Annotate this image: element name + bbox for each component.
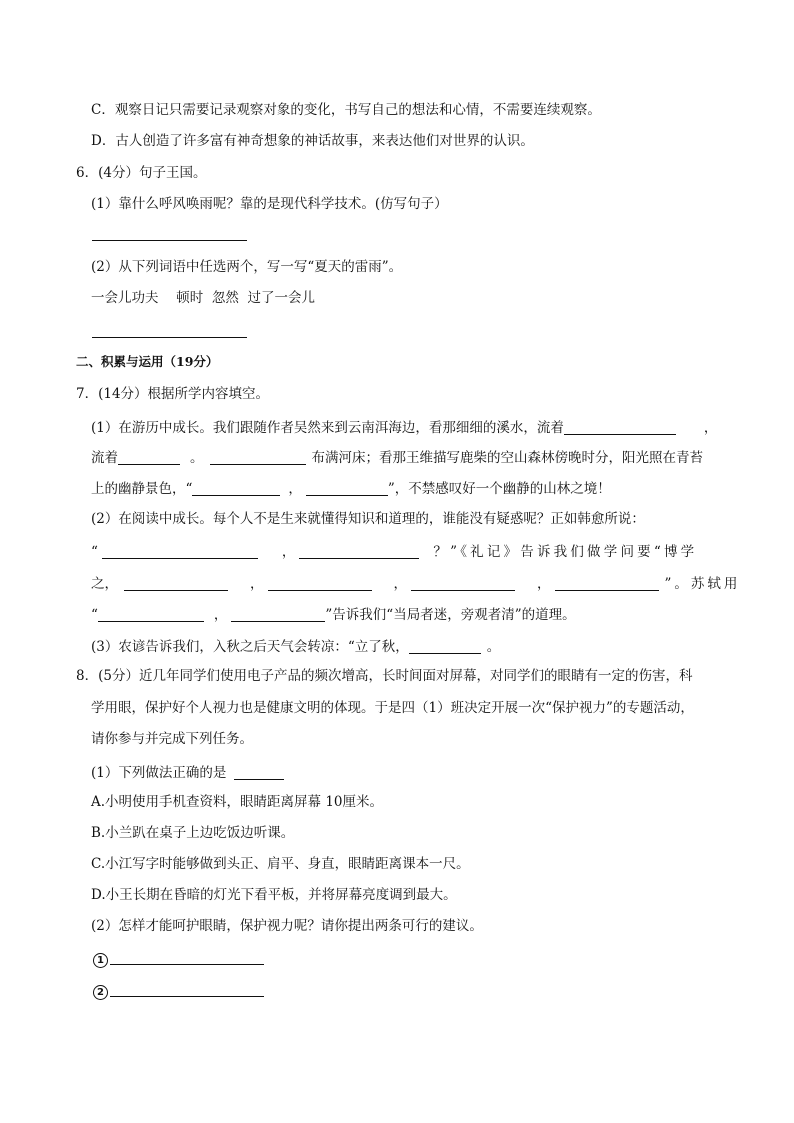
q6-answer-line-1[interactable] — [92, 240, 247, 241]
q7-text: 流着 — [91, 450, 118, 466]
q6-part2: (2）从下列词语中任选两个，写一写“夏天的雷雨”。 — [91, 259, 403, 275]
q8-option-b: B.小兰趴在桌子上边吃饭边听课。 — [91, 825, 295, 841]
fill-blank[interactable] — [102, 544, 258, 559]
circled-number-1: 1 — [93, 953, 108, 968]
q6-answer-line-2[interactable] — [92, 337, 247, 338]
q7-text: ”告诉我们“当局者迷，旁观者清”的道理。 — [325, 607, 576, 623]
q7-text: ， — [288, 481, 302, 497]
q8-option-a: A.小明使用手机查资料，眼睛距离屏幕 10厘米。 — [91, 794, 384, 810]
q7-text: ， — [281, 544, 296, 560]
fill-blank[interactable] — [564, 420, 676, 435]
q8-intro-line1: 8．(5分）近几年同学们使用电子产品的频次增高，长时间面对屏幕，对同学们的眼睛有一定的伤害，科 — [76, 668, 693, 684]
q8-suggestion-2 — [93, 982, 264, 1000]
fill-blank[interactable] — [234, 765, 284, 780]
q7-text: (3）农谚告诉我们，入秋之后天气会转凉：“立了秋， — [91, 639, 409, 655]
circled-number-2: 2 — [93, 985, 108, 1000]
q7-text: ， — [213, 607, 228, 623]
q7-part2-line4 — [91, 607, 576, 623]
q7-text: ， — [393, 576, 407, 592]
q8-intro-line2: 学用眼，保护好个人视力也是健康文明的体现。于是四（1）班决定开展一次“保护视力”的专题活动， — [91, 700, 694, 716]
q7-text: 之， — [91, 576, 118, 592]
q8-part1 — [91, 765, 284, 781]
q7-text: ？”《礼记》告诉我们做学问要“博学 — [433, 544, 698, 560]
q8-option-c: C.小江写字时能够做到头正、肩平、身直，眼睛距离课本一尺。 — [91, 856, 470, 872]
section-heading: 二、积累与运用（19分） — [76, 354, 219, 369]
q7-part2-line2 — [91, 544, 718, 560]
fill-blank[interactable] — [210, 450, 306, 465]
q7-title: 7．(14分）根据所学内容填空。 — [76, 386, 270, 402]
q5-option-c: C．观察日记只需要记录观察对象的变化，书写自己的想法和心情，不需要连续观察。 — [91, 102, 601, 118]
q8-option-d: D.小王长期在昏暗的灯光下看平板，并将屏幕亮度调到最大。 — [91, 887, 457, 903]
fill-blank[interactable] — [118, 450, 180, 465]
q7-part2-line3 — [91, 576, 740, 592]
fill-blank[interactable] — [268, 576, 372, 591]
q6-word-list: 一会儿功夫 顿时 忽然 过了一会儿 — [91, 290, 315, 306]
fill-blank[interactable] — [299, 544, 419, 559]
q8-suggestion-1 — [93, 950, 264, 968]
q7-text: “ — [91, 544, 98, 560]
q7-part1-line1 — [91, 420, 717, 436]
fill-blank[interactable] — [192, 481, 280, 496]
q7-text: (1）在游历中成长。我们跟随作者吴然来到云南洱海边，看那细细的溪水，流着 — [91, 420, 564, 436]
q7-part2-line1: (2）在阅读中成长。每个人不是生来就懂得知识和道理的，谁能没有疑惑呢？正如韩愈所说： — [91, 511, 645, 527]
fill-blank[interactable] — [110, 982, 264, 997]
q7-part3 — [91, 639, 500, 655]
q7-text: ”，不禁感叹好一个幽静的山林之境！ — [387, 481, 611, 497]
q5-option-d: D．古人创造了许多富有神奇想象的神话故事，来表达他们对世界的认识。 — [91, 133, 534, 149]
q7-text: 。 — [190, 450, 204, 466]
q7-text: ， — [703, 420, 718, 436]
fill-blank[interactable] — [555, 576, 659, 591]
q7-text: ， — [537, 576, 551, 592]
q8-part2: (2）怎样才能呵护眼睛，保护视力呢？请你提出两条可行的建议。 — [91, 918, 483, 934]
fill-blank[interactable] — [409, 639, 481, 654]
q8-intro-line3: 请你参与并完成下列任务。 — [91, 731, 253, 747]
q7-part1-line2 — [91, 450, 703, 466]
q7-text: 上的幽静景色，“ — [91, 481, 193, 497]
q7-text: “ — [91, 607, 98, 623]
fill-blank[interactable] — [306, 481, 388, 496]
q7-text: 。 — [486, 639, 501, 655]
q7-text: ”。苏轼用 — [664, 576, 741, 592]
q7-text: 布满河床；看那王维描写鹿柴的空山森林傍晚时分，阳光照在青苔 — [311, 450, 703, 466]
q7-part1-line3 — [91, 481, 611, 497]
q6-title: 6．(4分）句子王国。 — [76, 165, 207, 181]
fill-blank[interactable] — [110, 950, 264, 965]
fill-blank[interactable] — [231, 607, 325, 622]
q8-text: (1）下列做法正确的是 — [91, 765, 227, 781]
q7-text: ， — [250, 576, 264, 592]
fill-blank[interactable] — [411, 576, 515, 591]
q6-part1: (1）靠什么呼风唤雨呢？靠的是现代科学技术。(仿写句子） — [91, 196, 448, 212]
fill-blank[interactable] — [98, 607, 204, 622]
fill-blank[interactable] — [124, 576, 228, 591]
